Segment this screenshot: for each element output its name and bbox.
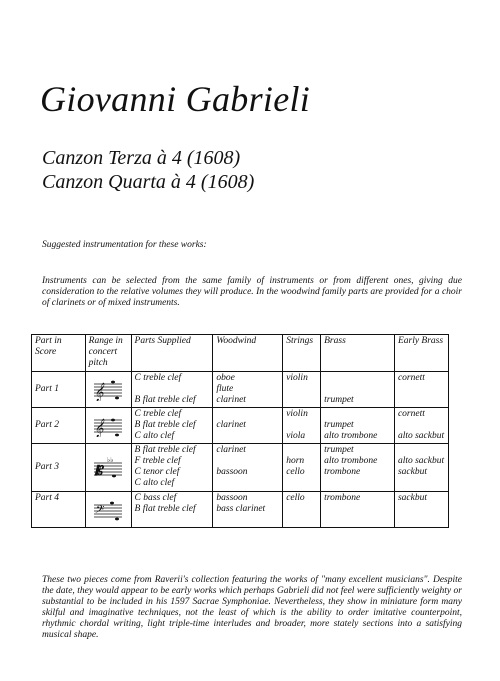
woodwind-item: oboe xyxy=(216,373,235,383)
parts-supplied-item xyxy=(135,384,210,395)
early-brass-cell xyxy=(394,492,448,528)
parts-supplied-item: C alto clef xyxy=(134,431,175,441)
woodwind-item: bass clarinet xyxy=(216,504,266,514)
header-cell: Part in Score xyxy=(32,335,86,372)
woodwind-cell xyxy=(213,372,283,408)
early-brass-cell xyxy=(394,444,448,492)
woodwind-item: flute xyxy=(216,384,234,394)
parts-supplied-item: C tenor clef xyxy=(134,467,180,477)
parts-supplied-cell xyxy=(131,408,213,444)
early-brass-cell xyxy=(394,408,448,444)
strings-item: viola xyxy=(286,431,306,441)
early-brass-item xyxy=(398,445,445,456)
parts-supplied-item: C alto clef xyxy=(134,478,175,488)
svg-text:𝄢: 𝄢 xyxy=(94,503,103,519)
parts-supplied-cell xyxy=(131,444,213,492)
brass-item: trumpet xyxy=(324,445,354,455)
brass-item: trumpet xyxy=(324,420,354,430)
woodwind-item: bassoon xyxy=(216,467,248,477)
strings-item: cello xyxy=(286,467,305,477)
early-brass-item xyxy=(398,420,445,431)
strings-item xyxy=(286,504,317,515)
strings-item xyxy=(286,384,317,395)
bass-clef-staff-icon xyxy=(93,499,123,521)
work-title: Canzon Quarta à 4 (1608) xyxy=(42,171,255,193)
early-brass-item: alto sackbut xyxy=(397,431,445,441)
table-row xyxy=(32,492,449,528)
parts-supplied-item: F treble clef xyxy=(134,456,181,466)
woodwind-cell xyxy=(213,444,283,492)
strings-item xyxy=(286,420,317,431)
parts-supplied-item: B flat treble clef xyxy=(134,395,196,405)
part-cell: Part 4 xyxy=(32,492,86,528)
strings-item: cello xyxy=(286,493,305,503)
parts-supplied-item: B flat treble clef xyxy=(134,445,196,455)
table-row xyxy=(32,408,449,444)
brass-cell xyxy=(321,408,395,444)
early-brass-item xyxy=(398,395,445,406)
early-brass-item xyxy=(398,478,445,489)
treble-clef-staff-icon xyxy=(93,415,123,437)
brass-item: trombone xyxy=(324,467,361,477)
brass-cell xyxy=(321,492,395,528)
woodwind-item xyxy=(216,431,279,442)
strings-cell xyxy=(283,492,321,528)
brass-item: trumpet xyxy=(324,395,354,405)
early-brass-item: sackbut xyxy=(397,467,427,477)
table-row xyxy=(32,372,449,408)
range-cell xyxy=(85,408,131,444)
woodwind-item: clarinet xyxy=(216,420,246,430)
strings-item: horn xyxy=(286,456,305,466)
woodwind-cell xyxy=(213,492,283,528)
header-cell: Early Brass xyxy=(394,335,448,372)
early-brass-item: cornett xyxy=(397,409,425,419)
brass-item: trombone xyxy=(324,493,361,503)
early-brass-item: alto sackbut xyxy=(397,456,445,466)
suggested-instrumentation-label: Suggested instrumentation for these works: xyxy=(42,240,207,250)
strings-item: violin xyxy=(286,373,308,383)
strings-item xyxy=(286,395,317,406)
woodwind-item: bassoon xyxy=(216,493,248,503)
early-brass-item: sackbut xyxy=(397,493,427,503)
treble-clef-staff-icon xyxy=(93,379,123,401)
instrumentation-table xyxy=(31,334,449,528)
brass-item: alto trombone xyxy=(324,456,378,466)
strings-cell xyxy=(283,408,321,444)
brass-item: alto trombone xyxy=(324,431,378,441)
brass-item xyxy=(324,409,391,420)
strings-cell xyxy=(283,444,321,492)
parts-supplied-item: B flat treble clef xyxy=(134,420,196,430)
footer-paragraph: These two pieces come from Raverii's collection featuring the works of "many excellent musicians". Despite the date, they would appear to be early works which perhaps Gabrieli did not feel were sufficiently weighty or substantial to be included in his 1597 Sacrae Symphoniae. Nevertheless, they show in miniature form many skilful and imaginative techniques, not the least of which is the ability to order imitative counterpoint, rhythmic chordal writing, light triple-time interludes and broader, more stately sections into a satisfying musical shape. xyxy=(42,575,462,640)
header-cell: Strings xyxy=(283,335,321,372)
woodwind-item: clarinet xyxy=(216,395,246,405)
strings-cell xyxy=(283,372,321,408)
svg-text:𝄞: 𝄞 xyxy=(94,381,104,401)
table-row xyxy=(32,444,449,492)
early-brass-item: cornett xyxy=(397,373,425,383)
woodwind-item xyxy=(216,478,279,489)
parts-supplied-item: C treble clef xyxy=(134,373,182,383)
svg-text:♭♭: ♭♭ xyxy=(107,455,114,464)
brass-cell xyxy=(321,372,395,408)
work-title: Canzon Terza à 4 (1608) xyxy=(42,147,241,169)
table-header-row xyxy=(32,335,449,372)
early-brass-item xyxy=(398,504,445,515)
early-brass-item xyxy=(398,384,445,395)
woodwind-item xyxy=(216,409,279,420)
woodwind-item: clarinet xyxy=(216,445,246,455)
part-cell: Part 2 xyxy=(32,408,86,444)
parts-supplied-cell xyxy=(131,372,213,408)
brass-item xyxy=(324,504,391,515)
svg-text:𝄞: 𝄞 xyxy=(94,417,104,437)
works-list xyxy=(42,146,254,194)
woodwind-item xyxy=(216,456,279,467)
parts-supplied-cell xyxy=(131,492,213,528)
brass-cell xyxy=(321,444,395,492)
range-cell xyxy=(85,444,131,492)
parts-supplied-item: C treble clef xyxy=(134,409,182,419)
strings-item xyxy=(286,478,317,489)
woodwind-cell xyxy=(213,408,283,444)
brass-item xyxy=(324,478,391,489)
svg-text:𝄡: 𝄡 xyxy=(95,463,103,479)
composer-name: Giovanni Gabrieli xyxy=(40,79,311,119)
strings-item xyxy=(286,445,317,456)
brass-item xyxy=(324,373,391,384)
range-cell xyxy=(85,492,131,528)
parts-supplied-item: C bass clef xyxy=(134,493,177,503)
early-brass-cell xyxy=(394,372,448,408)
intro-paragraph: Instruments can be selected from the same family of instruments or from different ones, giving due consideration to the relative volumes they will produce. In the woodwind family parts are provided for a choir of clarinets or of mixed instruments. xyxy=(42,276,462,308)
part-cell: Part 3 xyxy=(32,444,86,492)
header-cell: Woodwind xyxy=(213,335,283,372)
part-cell: Part 1 xyxy=(32,372,86,408)
brass-item xyxy=(324,384,391,395)
header-cell: Brass xyxy=(321,335,395,372)
alto-clef-staff-icon xyxy=(93,456,123,480)
parts-supplied-item: B flat treble clef xyxy=(134,504,196,514)
header-cell: Parts Supplied xyxy=(131,335,213,372)
range-cell xyxy=(85,372,131,408)
header-cell: Range in concert pitch xyxy=(85,335,131,372)
strings-item: violin xyxy=(286,409,308,419)
